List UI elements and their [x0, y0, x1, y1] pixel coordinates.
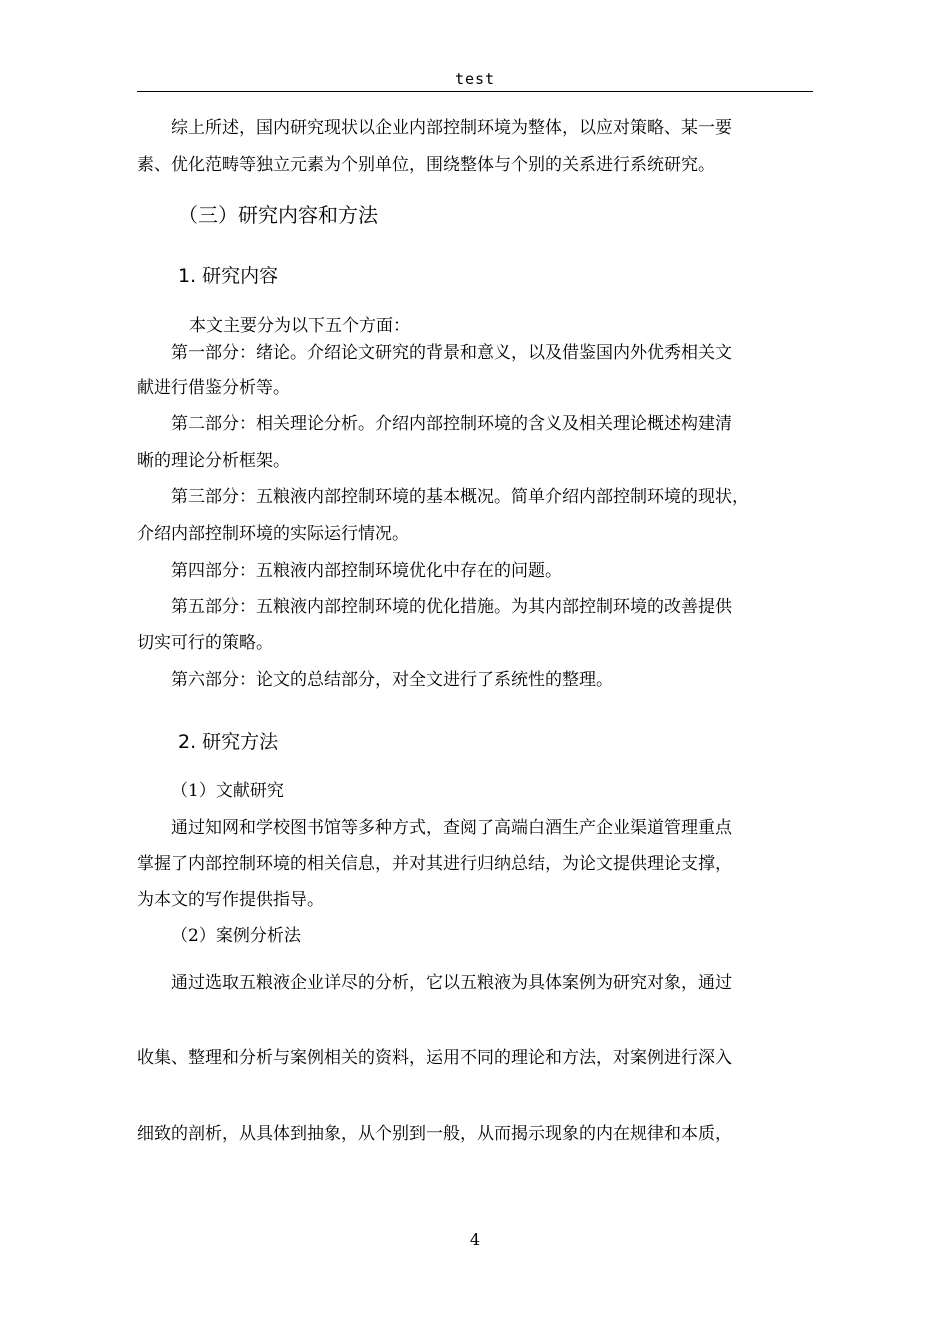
- method1-title: （1）文献研究: [171, 781, 284, 801]
- summary-line-2: 素、优化范畴等独立元素为个别单位，围绕整体与个别的关系进行系统研究。: [137, 155, 715, 175]
- part1-line-2: 献进行借鉴分析等。: [137, 378, 290, 398]
- subsection-heading-research-content: 1. 研究内容: [178, 265, 279, 287]
- method2-line-1-sans: 它以五粮液为具体案例为研究对象，通过: [426, 973, 732, 993]
- part5-line-1: 第五部分：五粮液内部控制环境的优化措施。为其内部控制环境的改善提供: [171, 597, 732, 617]
- method1-line-3: 为本文的写作提供指导。: [137, 890, 324, 910]
- method2-line-1: [171, 972, 817, 994]
- part6-line: 第六部分：论文的总结部分，对全文进行了系统性的整理。: [171, 670, 613, 690]
- page-number: 4: [469, 1230, 481, 1249]
- method1-line-2: 掌握了内部控制环境的相关信息，并对其进行归纳总结，为论文提供理论支撑，: [137, 854, 732, 874]
- summary-line-1: 综上所述，国内研究现状以企业内部控制环境为整体，以应对策略、某一要: [171, 118, 732, 138]
- part4-line: 第四部分：五粮液内部控制环境优化中存在的问题。: [171, 561, 562, 581]
- running-header: test: [454, 70, 496, 88]
- subsection-heading-research-methods: 2. 研究方法: [178, 731, 279, 753]
- part5-line-2: 切实可行的策略。: [137, 633, 273, 653]
- content-intro: 本文主要分为以下五个方面：: [189, 316, 410, 336]
- part2-line-2: 晰的理论分析框架。: [137, 451, 290, 471]
- method2-line-1-serif: 通过选取五粮液企业详尽的分析，: [171, 973, 426, 993]
- section-heading-research-content-methods: （三）研究内容和方法: [178, 203, 378, 227]
- header-divider: [137, 91, 813, 92]
- method2-line-2: 收集、整理和分析与案例相关的资料，运用不同的理论和方法，对案例进行深入: [137, 1048, 732, 1068]
- part1-line-1: 第一部分：绪论。介绍论文研究的背景和意义，以及借鉴国内外优秀相关文: [171, 343, 732, 363]
- method2-title: （2）案例分析法: [171, 926, 301, 946]
- part2-line-1: 第二部分：相关理论分析。介绍内部控制环境的含义及相关理论概述构建清: [171, 414, 732, 434]
- part3-line-2: 介绍内部控制环境的实际运行情况。: [137, 524, 409, 544]
- method2-line-3: 细致的剖析，从具体到抽象，从个别到一般，从而揭示现象的内在规律和本质，: [137, 1124, 732, 1144]
- part3-line-1: 第三部分：五粮液内部控制环境的基本概况。简单介绍内部控制环境的现状，: [171, 487, 749, 507]
- method1-line-1: 通过知网和学校图书馆等多种方式，查阅了高端白酒生产企业渠道管理重点: [171, 818, 732, 838]
